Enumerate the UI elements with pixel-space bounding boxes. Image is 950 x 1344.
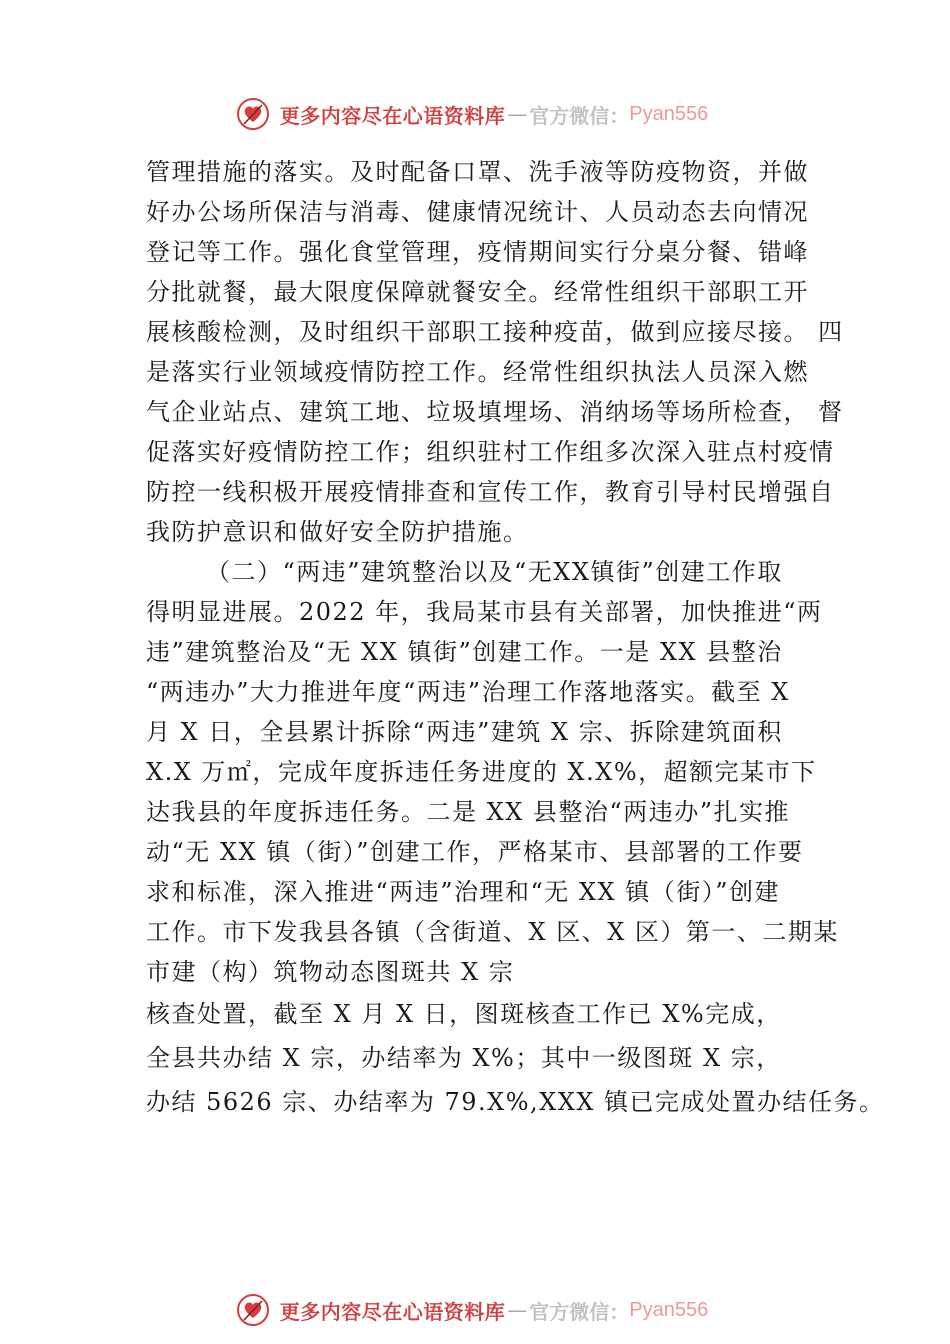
body-line: 防控一线积极开展疫情排查和宣传工作，教育引导村民增强自 [146, 478, 835, 506]
watermark-separator: — [507, 102, 528, 126]
heart-logo-icon [236, 97, 270, 131]
body-line: 市建（构）筑物动态图斑共 X 宗 [146, 958, 515, 986]
watermark-wechat-label: 官方微信： [529, 103, 630, 128]
body-line: 得明显进展。2022 年，我局某市县有关部署，加快推进“两 [146, 598, 823, 626]
body-line: 是落实行业领域疫情防控工作。经常性组织执法人员深入燃 [146, 358, 809, 386]
watermark-text: 更多内容尽在心语资料库 [279, 103, 506, 128]
body-line: 月 X 日，全县累计拆除“两违”建筑 X 宗、拆除建筑面积 [146, 718, 783, 746]
header-watermark [0, 94, 950, 134]
watermark-separator: — [507, 1298, 528, 1322]
body-line: 办结 5626 宗、办结率为 79.X%,XXX 镇已完成处置办结任务。 [146, 1088, 885, 1116]
body-line: 好办公场所保洁与消毒、健康情况统计、人员动态去向情况 [146, 198, 809, 226]
document-body [146, 152, 885, 1124]
body-line: 动“无 XX 镇（街）”创建工作，严格某市、县部署的工作要 [146, 838, 804, 866]
footer-watermark [0, 1290, 950, 1330]
watermark-wechat-label: 官方微信： [529, 1299, 630, 1324]
watermark-wechat-id: Pyan556 [629, 1298, 709, 1321]
body-line: “两违办”大力推进年度“两违”治理工作落地落实。截至 X [146, 678, 790, 706]
watermark-wechat-id: Pyan556 [629, 102, 709, 125]
body-line: 登记等工作。强化食堂管理，疫情期间实行分桌分餐、错峰 [146, 238, 809, 266]
body-line: 求和标准，深入推进“两违”治理和“无 XX 镇（街）”创建 [146, 878, 781, 906]
body-line: 促落实好疫情防控工作；组织驻村工作组多次深入驻点村疫情 [146, 438, 835, 466]
body-line: 分批就餐，最大限度保障就餐安全。经常性组织干部职工开 [146, 278, 809, 306]
body-line: 气企业站点、建筑工地、垃圾填埋场、消纳场等场所检查， 督 [146, 398, 844, 426]
body-line: 管理措施的落实。及时配备口罩、洗手液等防疫物资，并做 [146, 158, 809, 186]
body-line: 展核酸检测，及时组织干部职工接种疫苗，做到应接尽接。 四 [146, 318, 844, 346]
body-line: 违”建筑整治及“无 XX 镇街”创建工作。一是 XX 县整治 [146, 638, 783, 666]
body-line: X.X 万㎡，完成年度拆违任务进度的 X.X%，超额完某市下 [146, 758, 817, 786]
watermark-text: 更多内容尽在心语资料库 [279, 1299, 506, 1324]
body-line: 全县共办结 X 宗，办结率为 X%；其中一级图斑 X 宗， [146, 1044, 782, 1072]
section-heading: （二）“两违”建筑整治以及“无XX镇街”创建工作取 [206, 558, 783, 586]
body-line: 核查处置，截至 X 月 X 日，图斑核查工作已 X%完成， [146, 1000, 782, 1028]
body-line: 工作。市下发我县各镇（含街道、X 区、X 区）第一、二期某 [146, 918, 839, 946]
body-line: 达我县的年度拆违任务。二是 XX 县整治“两违办”扎实推 [146, 798, 790, 826]
heart-logo-icon [236, 1293, 270, 1327]
body-line: 我防护意识和做好安全防护措施。 [146, 518, 529, 546]
